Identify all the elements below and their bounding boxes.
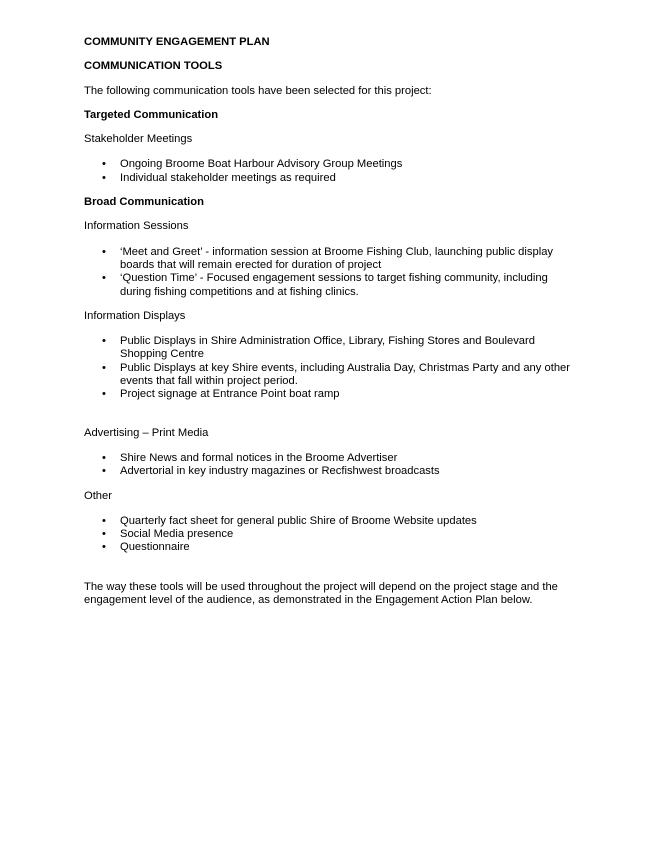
document-page <box>84 36 574 607</box>
list-item: • ‘Meet and Greet’ - information session at Broome Fishing Club, launching public display boards that will remain erected for duration of project <box>84 246 574 273</box>
other-subheading: Other <box>84 489 112 502</box>
information-sessions-subheading: Information Sessions <box>84 220 189 233</box>
information-sessions-list <box>84 246 574 299</box>
list-item: • Project signage at Entrance Point boat ramp <box>84 388 574 401</box>
document-title: COMMUNITY ENGAGEMENT PLAN <box>84 36 270 48</box>
broad-communication-heading: Broad Communication <box>84 196 204 209</box>
list-item: • Ongoing Broome Boat Harbour Advisory Group Meetings <box>84 158 574 171</box>
list-item: • Advertorial in key industry magazines or Recfishwest broadcasts <box>84 465 574 478</box>
advertising-list <box>84 452 574 479</box>
list-item: • Public Displays at key Shire events, including Australia Day, Christmas Party and any other events that fall within project period. <box>84 362 574 389</box>
list-item: • Individual stakeholder meetings as required <box>84 172 574 185</box>
advertising-subheading: Advertising – Print Media <box>84 426 209 439</box>
information-displays-list <box>84 335 574 401</box>
section-title: COMMUNICATION TOOLS <box>84 60 223 73</box>
stakeholder-meetings-subheading: Stakeholder Meetings <box>84 133 193 146</box>
list-item: • Public Displays in Shire Administration Office, Library, Fishing Stores and Boulevard Shopping Centre <box>84 335 574 362</box>
targeted-communication-heading: Targeted Communication <box>84 108 219 121</box>
list-item: • Questionnaire <box>84 541 574 554</box>
list-item: • Social Media presence <box>84 528 574 541</box>
closing-paragraph: The way these tools will be used throughout the project will depend on the project stage and the engagement level of the audience, as demonstrated in the Engagement Action Plan below. <box>84 580 558 607</box>
other-list <box>84 515 574 555</box>
list-item: • ‘Question Time’ - Focused engagement sessions to target fishing community, including during fishing competitions and at fishing clinics. <box>84 272 574 299</box>
list-item: • Quarterly fact sheet for general public Shire of Broome Website updates <box>84 515 574 528</box>
stakeholder-meetings-list <box>84 158 574 185</box>
list-item: • Shire News and formal notices in the Broome Advertiser <box>84 452 574 465</box>
information-displays-subheading: Information Displays <box>84 309 186 322</box>
intro-paragraph: The following communication tools have been selected for this project: <box>84 84 432 97</box>
